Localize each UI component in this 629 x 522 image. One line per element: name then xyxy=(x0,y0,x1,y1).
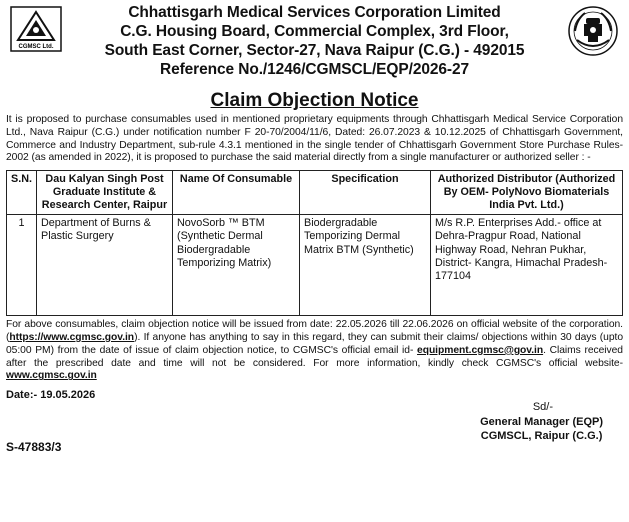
address-line-1: C.G. Housing Board, Commercial Complex, 3rd Floor, xyxy=(120,23,509,40)
issue-date: Date:- 19.05.2026 xyxy=(6,389,96,402)
col-header-specification: Specification xyxy=(300,171,431,215)
signatory-office: CGMSCL, Raipur (C.G.) xyxy=(480,430,603,443)
address-line-2: South East Corner, Sector-27, Nava Raipur (C.G.) - 492015 xyxy=(104,42,525,59)
col-header-consumable: Name Of Consumable xyxy=(173,171,300,215)
intro-paragraph: It is proposed to purchase consumables used in mentioned proprietary equipments through Chhattisgarh Medical Service Corporation Ltd., Nava Raipur (C.G.) under notification number F 20-70/2004/11/6, Dated: 26.07.2023 & 10.12.2025 of Chhattisgarh Government, Commerce and Industry Department, sub-rule 4.3.1 mentioned in the single tender of Chhattisgarh Government Store Purchase Rules-2002 (as amended in 2022), it is proposed to purchase the said material directly from a single manufacturer or authorized seller : - xyxy=(6,114,623,164)
signatory xyxy=(480,415,603,443)
logo-text: CGMSC Ltd. xyxy=(18,44,54,50)
notice-title: Claim Objection Notice xyxy=(210,90,419,111)
org-name: Chhattisgarh Medical Services Corporation Limited xyxy=(128,4,501,21)
state-emblem-icon xyxy=(567,4,619,58)
cgmsc-logo-icon xyxy=(10,6,62,52)
publication-ref: S-47883/3 xyxy=(6,440,62,455)
table-header-row xyxy=(7,171,623,215)
col-header-sn: S.N. xyxy=(7,171,37,215)
header-lines xyxy=(66,3,563,79)
notice-text-2: ). If anyone has anything to say in this regard, they can submit their claims/ objections within 30 days (upto 05:00 PM) from the date of issue of claim objection notice, to CGMSC's official email id- xyxy=(6,331,623,356)
col-header-distributor: Authorized Distributor (Authorized By OEM- PolyNovo Biomaterials India Pvt. Ltd.) xyxy=(431,171,623,215)
cell-sn: 1 xyxy=(7,215,37,316)
cell-distributor: M/s R.P. Enterprises Add.- office at Dehra-Pragpur Road, National Highway Road, Nehran Pukhar, District- Kangra, Himachal Pradesh-177104 xyxy=(431,215,623,316)
cell-consumable: NovoSorb ™ BTM (Synthetic Dermal Biodergradable Temporizing Matrix) xyxy=(173,215,300,316)
cell-specification: Biodergradable Temporizing Dermal Matrix BTM (Synthetic) xyxy=(300,215,431,316)
footer xyxy=(6,387,623,467)
col-header-institute: Dau Kalyan Singh Post Graduate Institute & Research Center, Raipur xyxy=(37,171,173,215)
table-row xyxy=(7,215,623,316)
notice-text-1: For above consumables, claim objection notice will be issued from date: 22.05.2026 till 22.06.2026 on official website of the corporation. ( xyxy=(6,319,623,343)
website-link[interactable]: https://www.cgmsc.gov.in xyxy=(9,331,135,343)
reference-number: Reference No./1246/CGMSCL/EQP/2026-27 xyxy=(159,61,470,78)
email-link[interactable]: equipment.cgmsc@gov.in xyxy=(417,344,544,356)
signatory-title: General Manager (EQP) xyxy=(480,416,603,429)
cell-department: Department of Burns & Plastic Surgery xyxy=(37,215,173,316)
website-link-2[interactable]: www.cgmsc.gov.in xyxy=(6,370,97,382)
signature-sd: Sd/- xyxy=(532,401,553,414)
notice-text-3: . Claims received after the prescribed date and time will not be considered. For more information, kindly check CGMSC's official website- xyxy=(6,344,623,369)
header xyxy=(6,0,623,88)
notice-paragraph xyxy=(6,319,623,383)
consumables-table xyxy=(6,170,623,316)
